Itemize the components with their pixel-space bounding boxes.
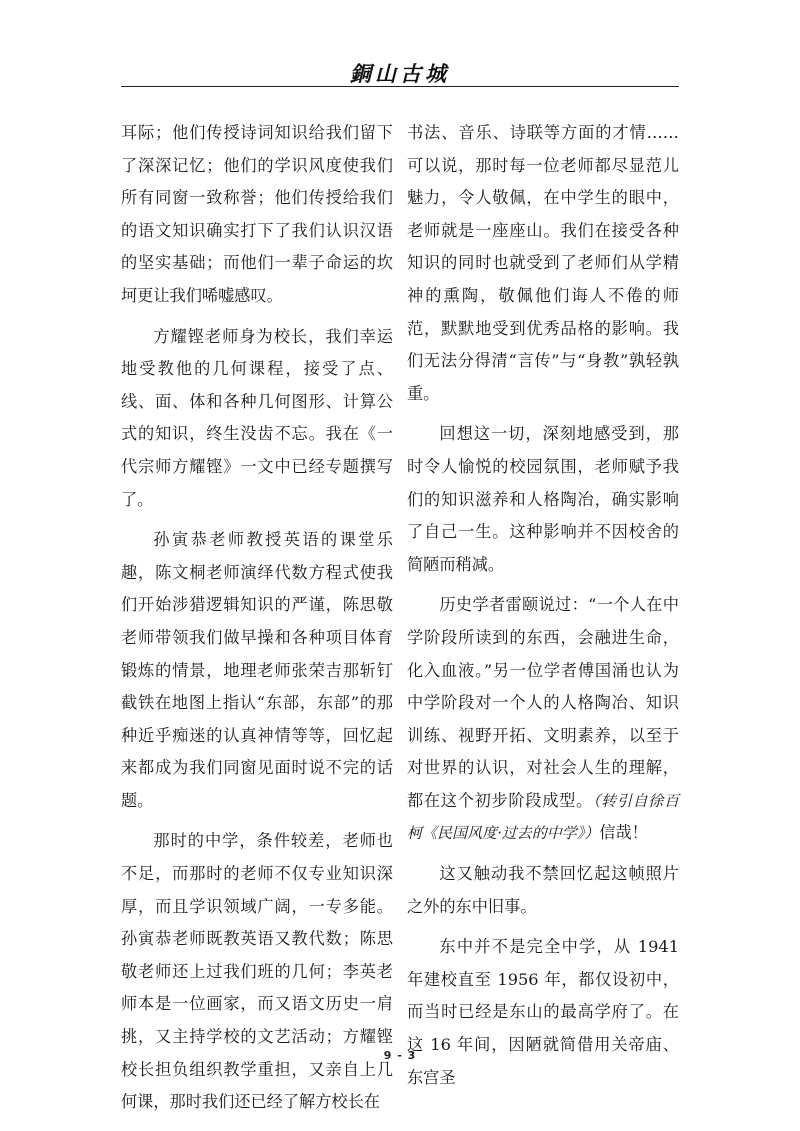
- paragraph: 书法、音乐、诗联等方面的才情……可以说，那时每一位老师都尽显范儿魅力，令人敬佩，在中学生的眼中，老师就是一座座山。我们在接受各种知识的同时也就受到了老师们从学精神的熏陶，敬佩他们诲人不倦的师范，默默地受到优秀品格的影响。我们无法分得清“言传”与“身教”孰轻孰重。: [407, 123, 679, 403]
- paragraph: 那时的中学，条件较差，老师也不足，而那时的老师不仅专业知识深厚，而且学识领域广阔，一专多能。孙寅恭老师既教英语又教代数；陈思敬老师还上过我们班的几何；李英老师本是一位画家，而又语文历史一肩挑，又主持学校的文艺活动；方耀铿校长担负组织教学重担，又亲自上几何课，那时我们还已经了解方校长在: [121, 831, 393, 1112]
- paragraph: 这又触动我不禁回忆起这帧照片之外的东中旧事。: [407, 864, 679, 916]
- paragraph: 东中并不是完全中学，从 1941 年建校直至 1956 年，都仅设初中，而当时已经是东山的最高学府了。在这 16 年间，因陋就简借用关帝庙、东宫圣: [407, 937, 679, 1087]
- header-divider: [121, 86, 679, 87]
- citation: （转引自徐百柯《民国风度·过去的中学》）: [407, 791, 679, 843]
- right-text-column: [407, 117, 679, 1094]
- paragraph: 耳际；他们传授诗词知识给我们留下了深深记忆；他们的学识风度使我们所有同窗一致称誉；他们传授给我们的语文知识确实打下了我们认识汉语的坚实基础；而他们一辈子命运的坎坷更让我们唏嘘感叹。: [121, 123, 393, 305]
- paragraph: [407, 589, 679, 850]
- paragraph: 回想这一切，深刻地感受到，那时令人愉悦的校园氛围，老师赋予我们的知识滋养和人格陶冶，确实影响了自己一生。这种影响并不因校舍的简陋而稍减。: [407, 424, 679, 574]
- left-text-column: [121, 117, 393, 1119]
- paragraph: 方耀铿老师身为校长，我们幸运地受教他的几何课程，接受了点、线、面、体和各种几何图形、计算公式的知识，终生没齿不忘。我在《一代宗师方耀铿》一文中已经专题撰写了。: [121, 326, 393, 509]
- quote-closing: 信哉！: [599, 823, 648, 843]
- page-header-title: 銅山古城: [350, 61, 450, 86]
- page-number: 9 - 3: [383, 1049, 417, 1062]
- quote-text: 历史学者雷颐说过：“一个人在中学阶段所读到的东西，会融进生命，化入血液。”另一位学者傅国涌也认为中学阶段对一个人的人格陶冶、知识训练、视野开拓、文明素养，以至于对世界的认识，对社会人生的理解，都在这个初步阶段成型。: [407, 595, 679, 810]
- paragraph: 孙寅恭老师教授英语的课堂乐趣，陈文桐老师演绎代数方程式使我们开始涉猎逻辑知识的严谨，陈思敬老师带领我们做早操和各种项目体育锻炼的情景，地理老师张荣吉那斩钉截铁在地图上指认“东部，东部”的那种近乎痴迷的认真神情等等，回忆起来都成为我们同窗见面时说不完的话题。: [121, 530, 393, 810]
